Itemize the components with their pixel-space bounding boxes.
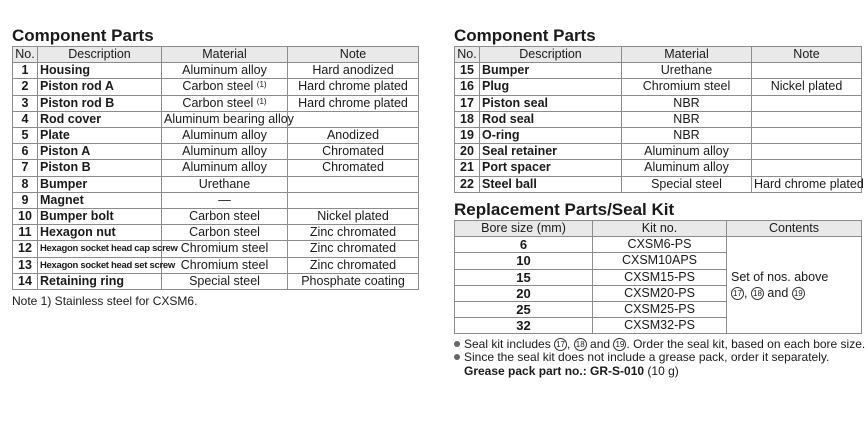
part-note: Zinc chromated bbox=[288, 225, 419, 241]
table-row bbox=[13, 176, 419, 192]
part-material bbox=[622, 79, 752, 95]
table-header-row bbox=[455, 221, 862, 237]
part-material bbox=[622, 176, 752, 192]
part-note bbox=[288, 176, 419, 192]
part-no: 7 bbox=[13, 160, 38, 176]
circled-number: 17 bbox=[554, 338, 567, 351]
kit-section-title: Replacement Parts/Seal Kit bbox=[454, 200, 675, 219]
grease-pack-note bbox=[464, 364, 679, 378]
right-component-table bbox=[454, 46, 862, 193]
part-material bbox=[622, 111, 752, 127]
part-description: Housing bbox=[38, 63, 162, 79]
header-note: Note bbox=[752, 47, 862, 63]
part-description: Piston rod A bbox=[38, 79, 162, 95]
kit-number: CXSM25-PS bbox=[593, 302, 727, 318]
footnote-ref: (1) bbox=[256, 80, 267, 90]
circled-number: 17 bbox=[731, 287, 744, 300]
part-no: 13 bbox=[13, 257, 38, 273]
table-row bbox=[13, 160, 419, 176]
left-section-title: Component Parts bbox=[12, 26, 154, 45]
part-material bbox=[162, 111, 294, 127]
table-row bbox=[13, 257, 419, 273]
material-text: Aluminum alloy bbox=[182, 128, 267, 143]
table-row bbox=[13, 79, 419, 95]
part-no: 15 bbox=[455, 63, 480, 79]
material-text: NBR bbox=[673, 95, 700, 110]
part-material bbox=[162, 257, 288, 273]
material-text: Aluminum alloy bbox=[182, 144, 267, 159]
header-kit-no: Kit no. bbox=[593, 221, 727, 237]
table-row bbox=[455, 63, 862, 79]
part-no: 19 bbox=[455, 128, 480, 144]
part-no: 5 bbox=[13, 128, 38, 144]
part-note: Anodized bbox=[288, 128, 419, 144]
material-text: NBR bbox=[673, 111, 700, 126]
part-note bbox=[288, 192, 419, 208]
part-note: Chromated bbox=[288, 160, 419, 176]
table-row bbox=[13, 95, 419, 111]
kit-number: CXSM15-PS bbox=[593, 269, 727, 285]
bore-size: 6 bbox=[455, 237, 593, 253]
part-note bbox=[752, 128, 862, 144]
material-text: Aluminum alloy bbox=[182, 160, 267, 175]
table-row bbox=[455, 144, 862, 160]
part-material bbox=[162, 63, 288, 79]
part-no: 9 bbox=[13, 192, 38, 208]
header-description: Description bbox=[38, 47, 162, 63]
part-no: 12 bbox=[13, 241, 38, 257]
part-description: Plate bbox=[38, 128, 162, 144]
part-material bbox=[622, 144, 752, 160]
part-note: Hard chrome plated bbox=[288, 95, 419, 111]
part-description: Plug bbox=[480, 79, 622, 95]
kit-number: CXSM32-PS bbox=[593, 318, 727, 334]
part-note: Zinc chromated bbox=[288, 257, 419, 273]
part-no: 4 bbox=[13, 111, 38, 127]
material-text: NBR bbox=[673, 128, 700, 143]
contents-line-2 bbox=[731, 285, 859, 301]
part-note bbox=[752, 95, 862, 111]
part-no: 3 bbox=[13, 95, 38, 111]
table-row bbox=[13, 63, 419, 79]
part-note bbox=[288, 111, 419, 127]
table-row bbox=[455, 79, 862, 95]
part-note: Hard chrome plated bbox=[752, 176, 862, 192]
header-bore-size: Bore size (mm) bbox=[455, 221, 593, 237]
part-description: Rod seal bbox=[480, 111, 622, 127]
part-description: Piston B bbox=[38, 160, 162, 176]
kit-note-2: Since the seal kit does not include a grease pack, order it separately. bbox=[454, 350, 829, 364]
part-description: Magnet bbox=[38, 192, 162, 208]
circled-number: 19 bbox=[792, 287, 805, 300]
separator: , bbox=[744, 286, 751, 301]
material-text: Special steel bbox=[651, 176, 722, 191]
material-text: Aluminum alloy bbox=[644, 160, 729, 175]
material-text: Carbon steel bbox=[182, 79, 254, 94]
kit-number: CXSM6-PS bbox=[593, 237, 727, 253]
part-no: 2 bbox=[13, 79, 38, 95]
bore-size: 20 bbox=[455, 285, 593, 301]
table-row bbox=[13, 111, 419, 127]
part-description: Bumper bbox=[480, 63, 622, 79]
part-no: 18 bbox=[455, 111, 480, 127]
bore-size: 15 bbox=[455, 269, 593, 285]
footnote: Note 1) Stainless steel for CXSM6. bbox=[12, 294, 198, 308]
header-description: Description bbox=[480, 47, 622, 63]
part-note: Nickel plated bbox=[288, 209, 419, 225]
part-description: Bumper bolt bbox=[38, 209, 162, 225]
material-text: Aluminum alloy bbox=[644, 144, 729, 159]
part-no: 10 bbox=[13, 209, 38, 225]
part-material bbox=[162, 128, 288, 144]
material-text: Carbon steel bbox=[182, 95, 254, 110]
part-material bbox=[162, 192, 288, 208]
footnote-ref: (1) bbox=[256, 96, 267, 106]
part-material bbox=[162, 241, 288, 257]
part-material bbox=[162, 95, 288, 111]
grease-pack-qty: (10 g) bbox=[644, 364, 679, 378]
table-row bbox=[13, 192, 419, 208]
material-text: Carbon steel bbox=[189, 209, 260, 224]
part-no: 8 bbox=[13, 176, 38, 192]
part-material bbox=[162, 209, 288, 225]
part-material bbox=[622, 128, 752, 144]
left-component-table bbox=[12, 46, 419, 290]
circled-number: 18 bbox=[574, 338, 587, 351]
material-text: Urethane bbox=[198, 176, 251, 191]
material-text: Chromium steel bbox=[180, 241, 269, 256]
part-description: Hexagon socket head set screw bbox=[38, 257, 162, 273]
part-note: Phosphate coating bbox=[288, 273, 419, 289]
circled-number: 18 bbox=[751, 287, 764, 300]
kit-note-1: Seal kit includes 17 , 18 and 19 . Order the seal kit, based on each bore size. bbox=[454, 337, 865, 351]
table-row bbox=[13, 209, 419, 225]
part-material bbox=[162, 225, 288, 241]
material-text: Special steel bbox=[189, 273, 260, 288]
part-note: Hard anodized bbox=[288, 63, 419, 79]
part-no: 17 bbox=[455, 95, 480, 111]
table-row bbox=[455, 237, 862, 253]
part-material bbox=[162, 176, 288, 192]
part-description: Steel ball bbox=[480, 176, 622, 192]
kit-contents bbox=[727, 237, 862, 334]
table-row bbox=[13, 273, 419, 289]
part-no: 14 bbox=[13, 273, 38, 289]
material-text: Urethane bbox=[660, 63, 713, 78]
part-material bbox=[622, 95, 752, 111]
material-text: Chromium steel bbox=[180, 257, 269, 272]
header-note: Note bbox=[288, 47, 419, 63]
part-note bbox=[752, 63, 862, 79]
table-row bbox=[455, 160, 862, 176]
part-note bbox=[752, 144, 862, 160]
contents-line-1: Set of nos. above bbox=[731, 270, 829, 285]
part-no: 20 bbox=[455, 144, 480, 160]
part-description: Seal retainer bbox=[480, 144, 622, 160]
table-row bbox=[13, 225, 419, 241]
part-description: Hexagon nut bbox=[38, 225, 162, 241]
header-material: Material bbox=[622, 47, 752, 63]
part-no: 22 bbox=[455, 176, 480, 192]
part-no: 11 bbox=[13, 225, 38, 241]
bore-size: 25 bbox=[455, 302, 593, 318]
table-header-row bbox=[13, 47, 419, 63]
bore-size: 32 bbox=[455, 318, 593, 334]
header-material: Material bbox=[162, 47, 288, 63]
grease-pack-label: Grease pack part no.: GR-S-010 bbox=[464, 364, 645, 378]
part-note: Nickel plated bbox=[752, 79, 862, 95]
header-no: No. bbox=[13, 47, 38, 63]
bullet-icon bbox=[454, 341, 460, 347]
part-material bbox=[622, 63, 752, 79]
part-no: 1 bbox=[13, 63, 38, 79]
part-no: 16 bbox=[455, 79, 480, 95]
part-description: Hexagon socket head cap screw bbox=[38, 241, 162, 257]
part-description: Port spacer bbox=[480, 160, 622, 176]
material-text: Chromium steel bbox=[642, 79, 731, 94]
kit-number: CXSM10APS bbox=[593, 253, 727, 269]
table-row bbox=[455, 176, 862, 192]
part-description: Piston seal bbox=[480, 95, 622, 111]
part-material bbox=[162, 79, 288, 95]
part-no: 21 bbox=[455, 160, 480, 176]
right-section-title: Component Parts bbox=[454, 26, 596, 45]
bore-size: 10 bbox=[455, 253, 593, 269]
part-material bbox=[622, 160, 752, 176]
part-description: Bumper bbox=[38, 176, 162, 192]
material-text: — bbox=[218, 192, 231, 207]
part-description: Retaining ring bbox=[38, 273, 162, 289]
part-description: O-ring bbox=[480, 128, 622, 144]
header-contents: Contents bbox=[727, 221, 862, 237]
part-description: Piston rod B bbox=[38, 95, 162, 111]
material-text: Aluminum bearing alloy bbox=[164, 111, 294, 126]
table-row bbox=[13, 128, 419, 144]
kit-number: CXSM20-PS bbox=[593, 285, 727, 301]
part-material bbox=[162, 144, 288, 160]
circled-number: 19 bbox=[613, 338, 626, 351]
part-note: Zinc chromated bbox=[288, 241, 419, 257]
header-no: No. bbox=[455, 47, 480, 63]
part-no: 6 bbox=[13, 144, 38, 160]
part-note bbox=[752, 111, 862, 127]
part-material bbox=[162, 273, 288, 289]
material-text: Carbon steel bbox=[189, 225, 260, 240]
part-note: Hard chrome plated bbox=[288, 79, 419, 95]
separator: and bbox=[763, 286, 792, 301]
table-row bbox=[455, 128, 862, 144]
bullet-icon bbox=[454, 354, 460, 360]
part-note: Chromated bbox=[288, 144, 419, 160]
part-description: Rod cover bbox=[38, 111, 162, 127]
seal-kit-table bbox=[454, 220, 862, 334]
table-row bbox=[13, 144, 419, 160]
part-description: Piston A bbox=[38, 144, 162, 160]
part-note bbox=[752, 160, 862, 176]
table-row bbox=[13, 241, 419, 257]
table-row bbox=[455, 111, 862, 127]
table-row bbox=[455, 95, 862, 111]
table-header-row bbox=[455, 47, 862, 63]
part-material bbox=[162, 160, 288, 176]
material-text: Aluminum alloy bbox=[182, 63, 267, 78]
